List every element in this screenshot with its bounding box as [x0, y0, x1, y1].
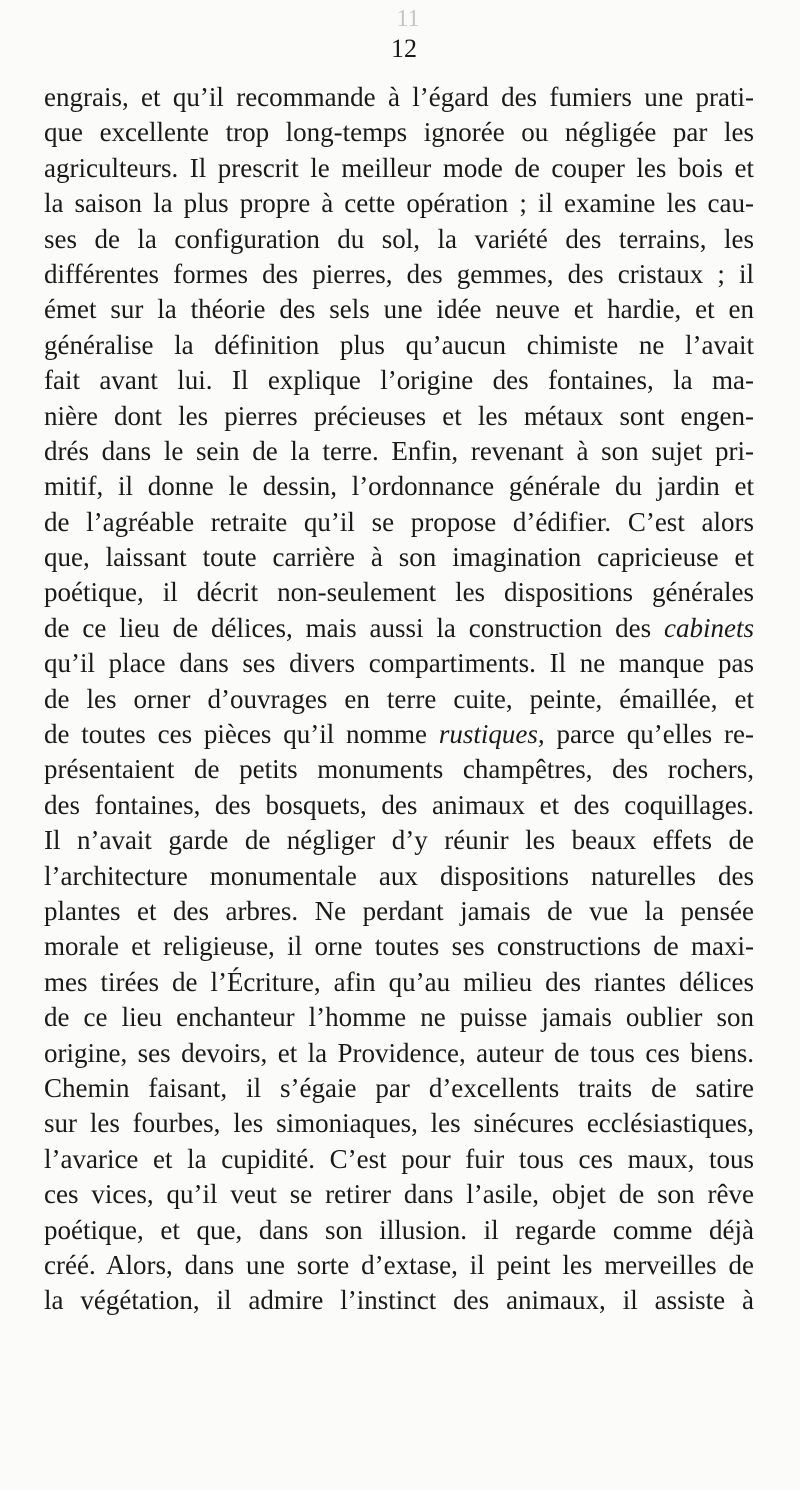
- text-line: [44, 1177, 754, 1212]
- text-run: l’avarice et la cupidité. C’est pour fuir tous ces maux, tous: [44, 1143, 754, 1174]
- text-run: de toutes ces pièces qu’il nomme: [44, 719, 439, 750]
- text-line: [44, 434, 754, 469]
- text-run: qu’il place dans ses divers compartiments. Il ne manque pas: [44, 648, 754, 679]
- text-run: que, laissant toute carrière à son imagination capricieuse et: [44, 542, 754, 573]
- text-line: [44, 363, 754, 398]
- text-run: ces vices, qu’il veut se retirer dans l’asile, objet de son rêve: [44, 1179, 754, 1210]
- italic-term: cabinets: [664, 612, 754, 643]
- text-line: [44, 469, 754, 504]
- text-line: [44, 752, 754, 787]
- text-run: que excellente trop long-temps ignorée ou négligée par les: [44, 117, 754, 148]
- text-run: mitif, il donne le dessin, l’ordonnance générale du jardin et: [44, 471, 754, 502]
- text-line: [44, 823, 754, 858]
- text-run: origine, ses devoirs, et la Providence, auteur de tous ces biens.: [44, 1037, 754, 1068]
- text-line: [44, 1283, 754, 1318]
- text-run: de ce lieu de délices, mais aussi la construction des: [44, 612, 665, 643]
- text-line: [44, 151, 754, 186]
- text-line: [44, 505, 754, 540]
- text-line: [44, 292, 754, 327]
- text-run: généralise la définition plus qu’aucun chimiste ne l’avait: [44, 329, 754, 360]
- text-line: [44, 257, 754, 292]
- text-run: Chemin faisant, il s’égaie par d’excellents traits de satire: [44, 1072, 754, 1103]
- text-run: plantes et des arbres. Ne perdant jamais de vue la pensée: [44, 895, 754, 926]
- text-run: poétique, il décrit non-seulement les dispositions générales: [44, 577, 754, 608]
- text-line: [44, 611, 754, 646]
- text-line: [44, 115, 754, 150]
- text-line: [44, 646, 754, 681]
- text-line: [44, 894, 754, 929]
- text-line: [44, 186, 754, 221]
- text-run: de les orner d’ouvrages en terre cuite, peinte, émaillée, et: [44, 683, 754, 714]
- text-run: poétique, et que, dans son illusion. il regarde comme déjà: [44, 1214, 754, 1245]
- text-line: [44, 929, 754, 964]
- text-run: fait avant lui. Il explique l’origine des fontaines, la ma-: [44, 365, 754, 396]
- text-line: [44, 1142, 754, 1177]
- text-run: mes tirées de l’Écriture, afin qu’au milieu des riantes délices: [44, 966, 754, 997]
- text-line: [44, 682, 754, 717]
- text-run: nière dont les pierres précieuses et les métaux sont engen-: [44, 400, 754, 431]
- text-run: agriculteurs. Il prescrit le meilleur mode de couper les bois et: [44, 152, 754, 183]
- text-run: Il n’avait garde de négliger d’y réunir les beaux effets de: [44, 825, 754, 856]
- text-run: la végétation, il admire l’instinct des animaux, il assiste à: [44, 1285, 754, 1316]
- text-line: [44, 1000, 754, 1035]
- italic-term: rustiques,: [438, 719, 545, 750]
- text-run: parce qu’elles re-: [544, 719, 754, 750]
- text-run: sur les fourbes, les simoniaques, les sinécures ecclésiastiques,: [44, 1108, 754, 1139]
- text-run: l’architecture monumentale aux dispositions naturelles des: [44, 860, 754, 891]
- text-line: [44, 575, 754, 610]
- text-line: [44, 965, 754, 1000]
- text-line: [44, 1213, 754, 1248]
- text-run: émet sur la théorie des sels une idée neuve et hardie, et en: [44, 294, 754, 325]
- text-line: [44, 328, 754, 363]
- text-line: [44, 540, 754, 575]
- text-line: [44, 859, 754, 894]
- bleed-through-page-number: 11: [396, 6, 420, 32]
- text-run: de ce lieu enchanteur l’homme ne puisse jamais oublier son: [44, 1002, 754, 1033]
- text-run: de l’agréable retraite qu’il se propose d’édifier. C’est alors: [44, 506, 754, 537]
- text-line: [44, 1248, 754, 1283]
- text-line: [44, 1071, 754, 1106]
- text-run: la saison la plus propre à cette opération ; il examine les cau-: [44, 188, 754, 219]
- body-text: [44, 80, 754, 1319]
- text-run: présentaient de petits monuments champêtres, des rochers,: [44, 754, 754, 785]
- text-run: ses de la configuration du sol, la variété des terrains, les: [44, 223, 754, 254]
- text-run: morale et religieuse, il orne toutes ses constructions de maxi-: [44, 931, 754, 962]
- text-line: [44, 222, 754, 257]
- text-line: [44, 80, 754, 115]
- text-run: drés dans le sein de la terre. Enfin, revenant à son sujet pri-: [44, 435, 754, 466]
- text-line: [44, 1106, 754, 1141]
- text-run: différentes formes des pierres, des gemmes, des cristaux ; il: [44, 258, 754, 289]
- text-line: [44, 399, 754, 434]
- text-line: [44, 717, 754, 752]
- text-run: créé. Alors, dans une sorte d’extase, il peint les merveilles de: [44, 1249, 754, 1280]
- text-run: des fontaines, des bosquets, des animaux et des coquillages.: [44, 789, 754, 820]
- text-run: engrais, et qu’il recommande à l’égard des fumiers une prati-: [44, 82, 754, 112]
- text-line: [44, 788, 754, 823]
- text-line: [44, 1036, 754, 1071]
- page-number: 12: [391, 34, 417, 63]
